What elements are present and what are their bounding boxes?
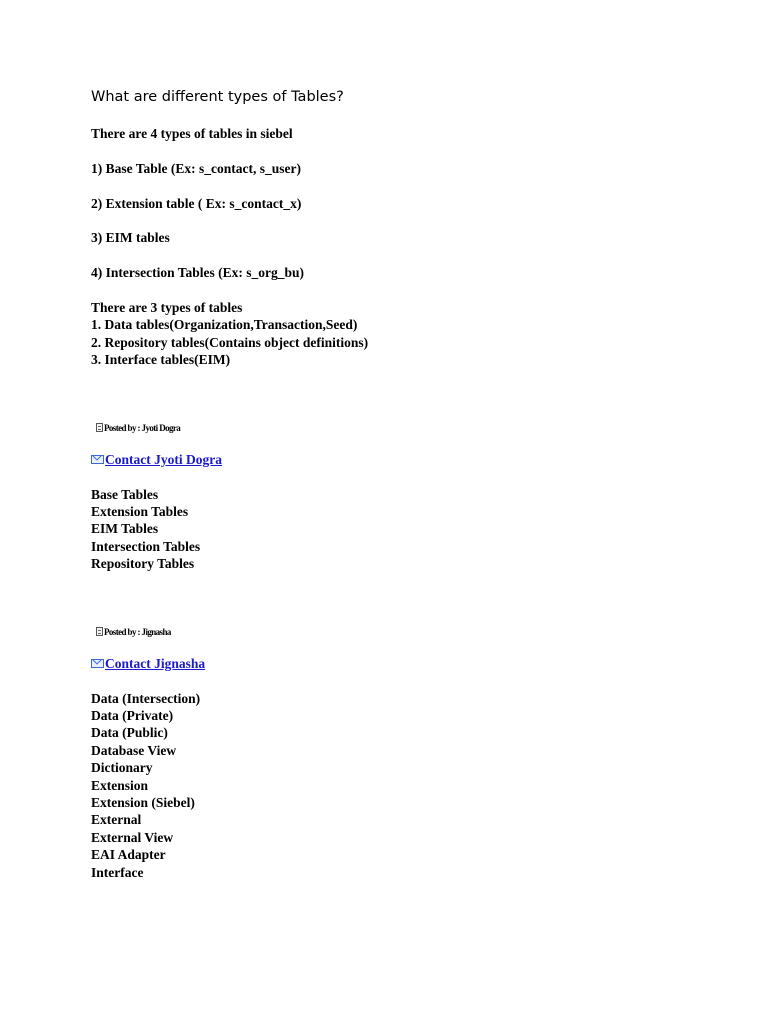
posted-by-label: Posted by : Jyoti Dogra [104,422,181,433]
posted-by-label: Posted by : Jignasha [104,626,171,637]
list-item: EIM Tables [91,521,159,537]
three-types-intro: There are 3 types of tables [91,299,243,315]
document-icon [96,627,103,636]
posted-by-jignasha [96,625,731,639]
type-item: 4) Intersection Tables (Ex: s_org_bu) [91,265,305,281]
list-item: External View [91,829,174,845]
intro-text: There are 4 types of tables in siebel [91,126,293,141]
list-item: Interface [91,864,144,880]
list-item: Repository Tables [91,556,195,572]
document-page [91,86,731,881]
three-type-item: 2. Repository tables(Contains object definitions) [91,334,369,350]
post1-list [91,486,731,573]
list-item: Data (Private) [91,708,174,724]
three-type-item: 3. Interface tables(EIM) [91,352,231,368]
list-item: Data (Public) [91,725,168,741]
envelope-icon[interactable] [91,659,104,668]
contact-jyoti [91,451,731,469]
list-item: Intersection Tables [91,538,201,554]
page-title: What are different types of Tables? [91,89,344,105]
contact-jignasha-link[interactable]: Contact Jignasha [105,655,206,671]
list-item: Dictionary [91,760,153,776]
list-item: Base Tables [91,486,159,502]
list-item: EAI Adapter [91,847,166,863]
list-item: External [91,812,142,828]
posted-by-jyoti [96,421,731,435]
list-item: Extension [91,777,149,793]
list-item: Extension Tables [91,504,189,520]
three-type-item: 1. Data tables(Organization,Transaction,Seed) [91,317,358,333]
document-icon [96,423,103,432]
list-item: Extension (Siebel) [91,795,195,811]
type-item: 1) Base Table (Ex: s_contact, s_user) [91,160,301,176]
envelope-icon[interactable] [91,455,104,464]
contact-jyoti-link[interactable]: Contact Jyoti Dogra [105,451,222,467]
list-item: Database View [91,742,177,758]
contact-jignasha [91,655,731,673]
post2-list [91,690,731,881]
type-item: 3) EIM tables [91,230,170,246]
list-item: Data (Intersection) [91,690,201,706]
type-item: 2) Extension table ( Ex: s_contact_x) [91,195,302,211]
